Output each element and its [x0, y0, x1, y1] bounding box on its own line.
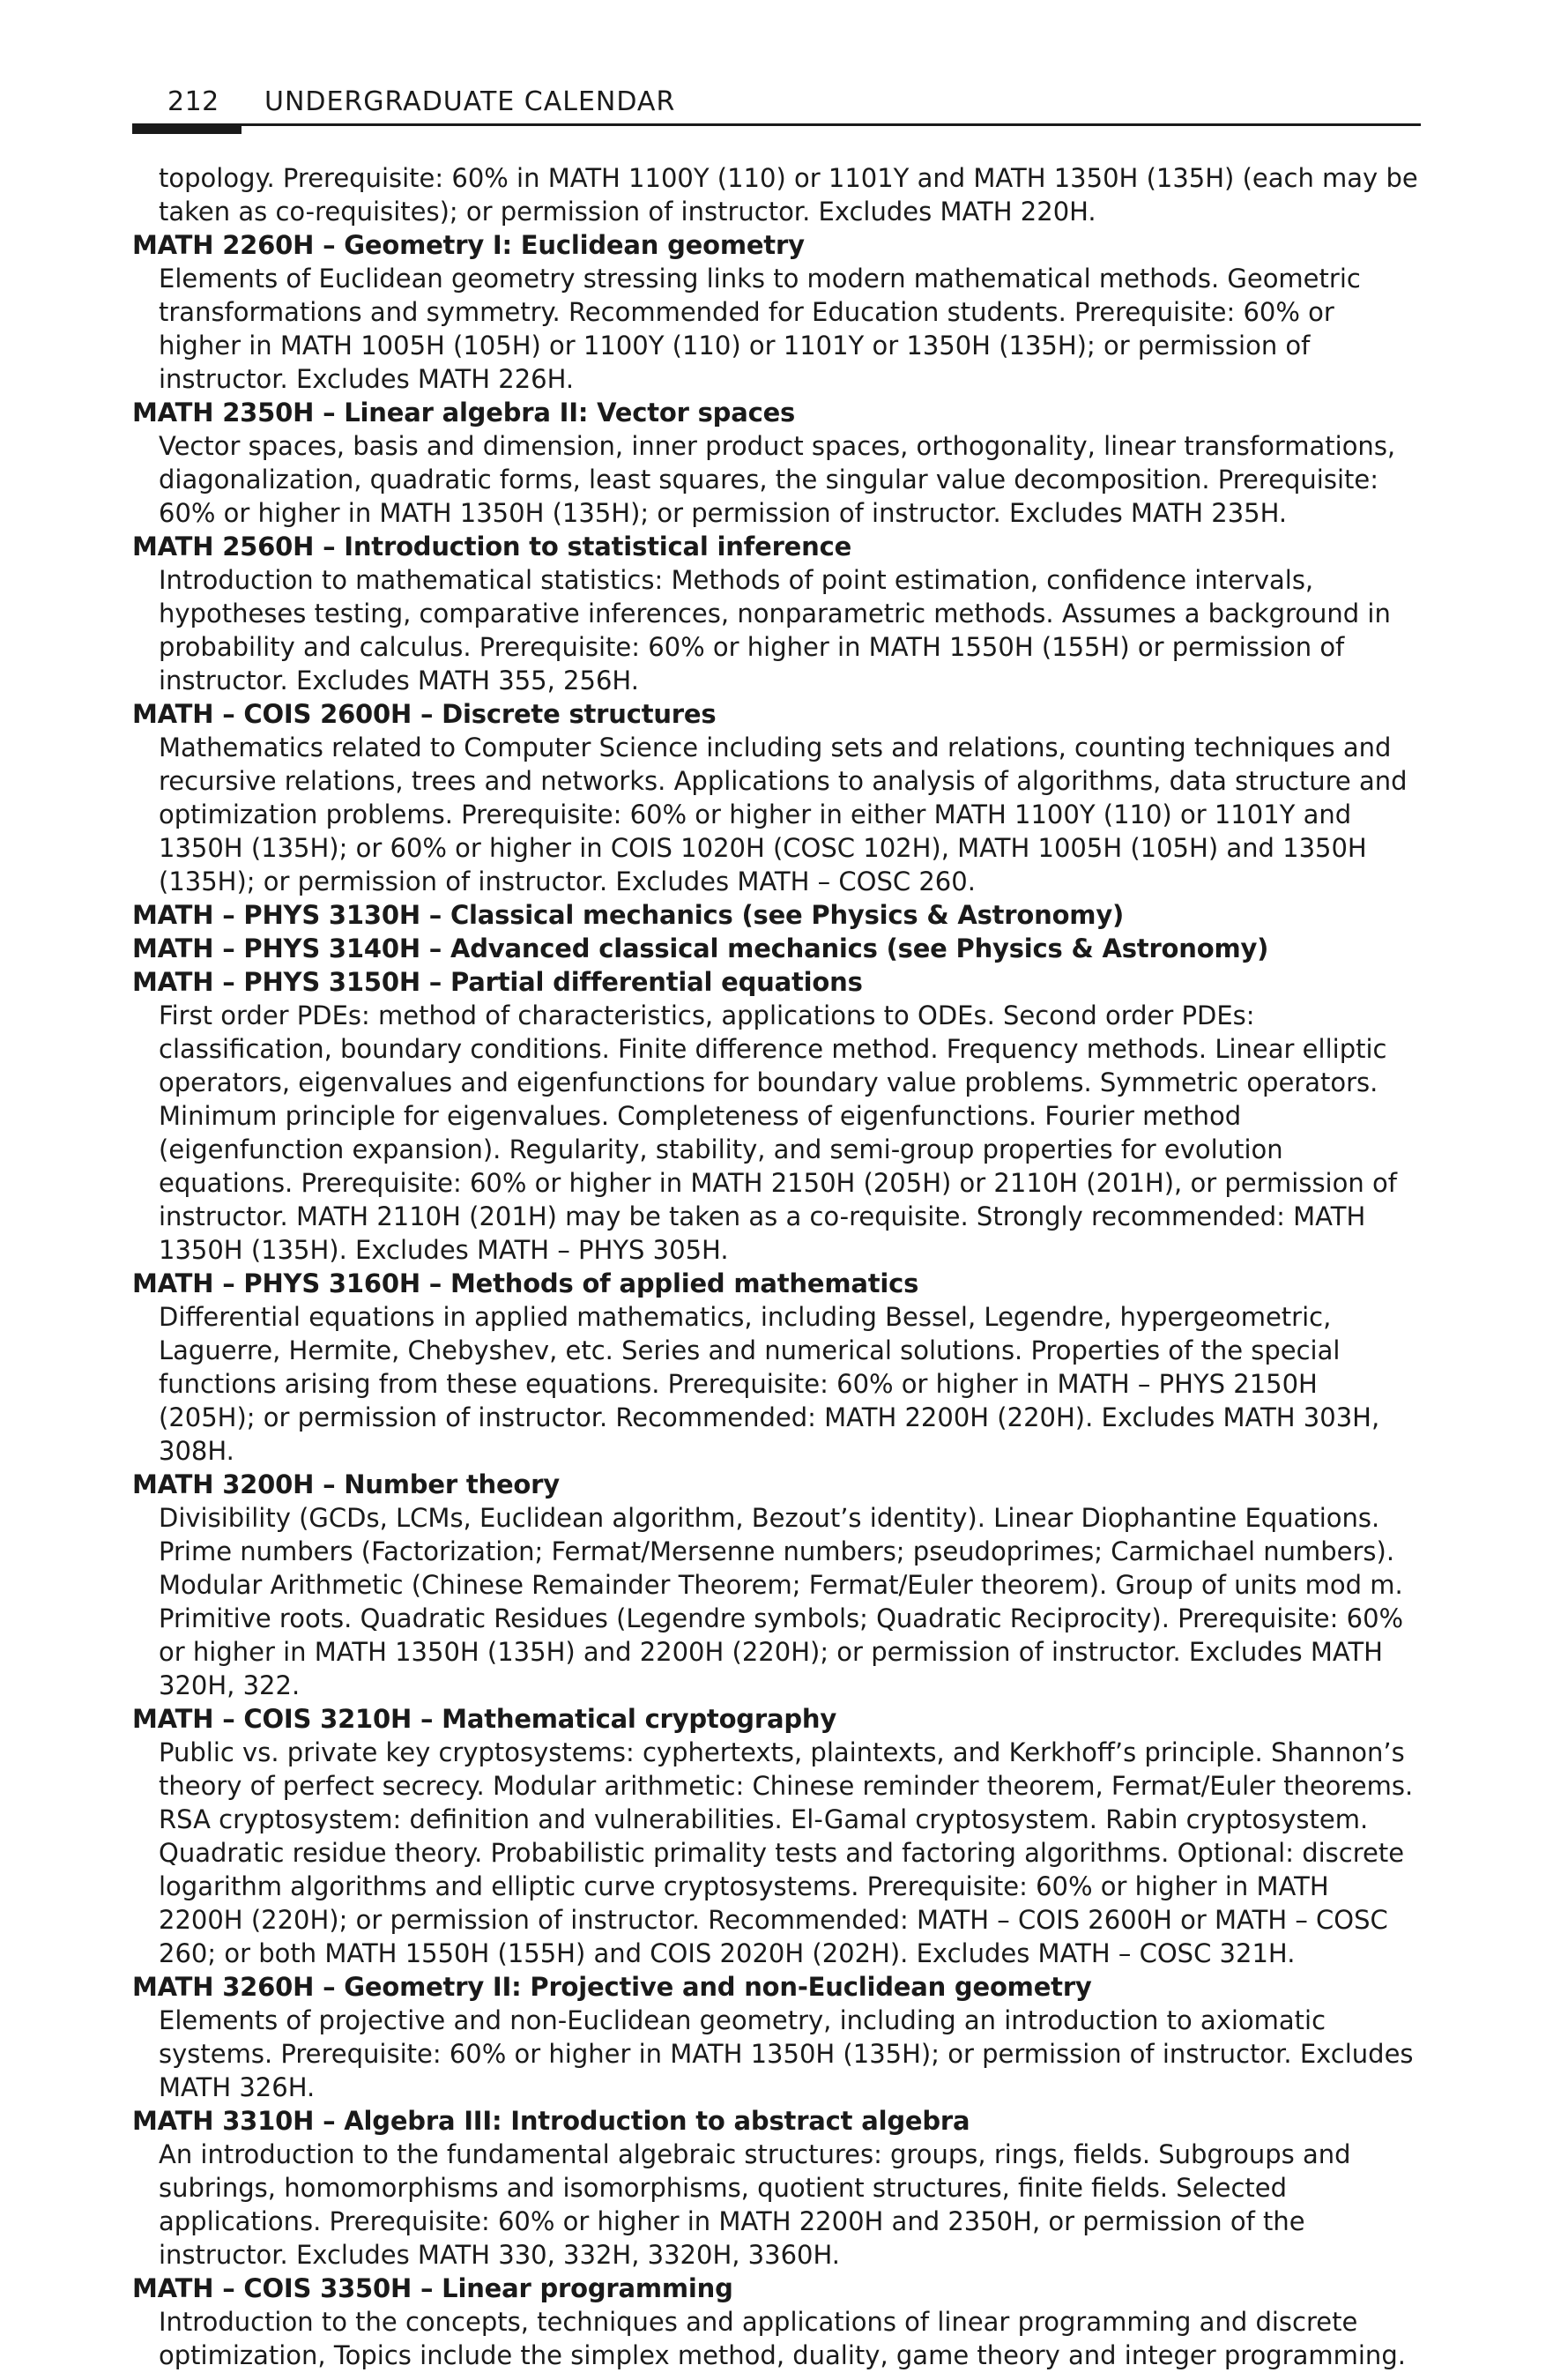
course-description: Elements of Euclidean geometry stressing links to modern mathematical methods. Geometric transformations and symmetry. Recommended for Education students. Prerequisite: 60% or higher in MATH 1005H (105H) or 1100Y (110) or 1101Y or 1350H (135H); or permission of instructor. Excludes MATH 226H. [159, 264, 1361, 394]
course-entry [132, 1468, 1419, 1702]
course-description: Public vs. private key cryptosystems: cyphertexts, plaintexts, and Kerkhoff’s principle. Shannon’s theory of perfect secrecy. Modular arithmetic: Chinese reminder theorem, Fermat/Euler theorems. RSA cryptosystem: definition and vulnerabilities. El-Gamal cryptosystem. Rabin cryptosystem. Quadratic residue theory. Probabilistic primality tests and factoring algorithms. Optional: discrete logarithm algorithms and elliptic curve cryptosystems. Prerequisite: 60% or higher in MATH 2200H (220H); or permission of instructor. Recommended: MATH – COIS 2600H or MATH – COSC 260; or both MATH 1550H (155H) and COIS 2020H (202H). Excludes MATH – COSC 321H. [159, 1737, 1414, 1968]
course-description: Differential equations in applied mathematics, including Bessel, Legendre, hypergeometric, Laguerre, Hermite, Chebyshev, etc. Series and numerical solutions. Properties of the special functions arising from these equations. Prerequisite: 60% or higher in MATH – PHYS 2150H (205H); or permission of instructor. Recommended: MATH 2200H (220H). Excludes MATH 303H, 308H. [159, 1302, 1380, 1466]
course-title: MATH – PHYS 3160H – Methods of applied mathematics [132, 1268, 919, 1298]
course-entry [132, 697, 1419, 898]
course-title: MATH 3200H – Number theory [132, 1469, 560, 1499]
course-description: Elements of projective and non-Euclidean geometry, including an introduction to axiomatic systems. Prerequisite: 60% or higher in MATH 1350H (135H); or permission of instructor. Excludes MATH 326H. [159, 2005, 1414, 2102]
course-title: MATH 2350H – Linear algebra II: Vector spaces [132, 398, 796, 428]
running-head: UNDERGRADUATE CALENDAR [264, 86, 676, 117]
course-title: MATH – COIS 3210H – Mathematical cryptography [132, 1704, 837, 1734]
page-number: 212 [167, 86, 219, 117]
header-rule-accent [132, 123, 241, 134]
course-entry [132, 2104, 1419, 2272]
course-entry [132, 228, 1419, 396]
course-description: An introduction to the fundamental algebraic structures: groups, rings, fields. Subgroups and subrings, homomorphisms and isomorphisms, quotient structures, finite fields. Selected applications. Prerequisite: 60% or higher in MATH 2200H and 2350H, or permission of the instructor. Excludes MATH 330, 332H, 3320H, 3360H. [159, 2139, 1351, 2270]
course-listing [132, 161, 1419, 2372]
course-description: First order PDEs: method of characteristics, applications to ODEs. Second order PDEs: classification, boundary conditions. Finite difference method. Frequency methods. Linear elliptic operators, eigenvalues and eigenfunctions for boundary value problems. Symmetric operators. Minimum principle for eigenvalues. Completeness of eigenfunctions. Fourier method (eigenfunction expansion). Regularity, stability, and semi-group properties for evolution equations. Prerequisite: 60% or higher in MATH 2150H (205H) or 2110H (201H), or permission of instructor. MATH 2110H (201H) may be taken as a co-requisite. Strongly recommended: MATH 1350H (135H). Excludes MATH – PHYS 305H. [159, 1000, 1397, 1265]
course-title: MATH 3310H – Algebra III: Introduction to abstract algebra [132, 2106, 970, 2136]
continuation-paragraph: topology. Prerequisite: 60% in MATH 1100Y (110) or 1101Y and MATH 1350H (135H) (each may be taken as co-requisites); or permission of instructor. Excludes MATH 220H. [159, 163, 1418, 227]
course-entry [132, 898, 1419, 932]
course-entry [132, 2272, 1419, 2372]
course-title: MATH – COIS 3350H – Linear programming [132, 2273, 733, 2303]
course-description: Mathematics related to Computer Science including sets and relations, counting techniques and recursive relations, trees and networks. Applications to analysis of algorithms, data structure and optimization problems. Prerequisite: 60% or higher in either MATH 1100Y (110) or 1101Y and 1350H (135H); or 60% or higher in COIS 1020H (COSC 102H), MATH 1005H (105H) and 1350H (135H); or permission of instructor. Excludes MATH – COSC 260. [159, 733, 1408, 896]
course-title: MATH – PHYS 3130H – Classical mechanics (see Physics & Astronomy) [132, 900, 1125, 930]
course-title: MATH 2260H – Geometry I: Euclidean geometry [132, 230, 805, 260]
course-description: Vector spaces, basis and dimension, inner product spaces, orthogonality, linear transformations, diagonalization, quadratic forms, least squares, the singular value decomposition. Prerequisite: 60% or higher in MATH 1350H (135H); or permission of instructor. Excludes MATH 235H. [159, 431, 1396, 528]
course-title: MATH – COIS 2600H – Discrete structures [132, 699, 717, 729]
course-entry [132, 965, 1419, 1267]
course-entry [132, 1267, 1419, 1468]
course-description: Introduction to mathematical statistics: Methods of point estimation, confidence intervals, hypotheses testing, comparative inferences, nonparametric methods. Assumes a background in probability and calculus. Prerequisite: 60% or higher in MATH 1550H (155H) or permission of instructor. Excludes MATH 355, 256H. [159, 565, 1391, 695]
course-entry [132, 932, 1419, 965]
course-description: Introduction to the concepts, techniques and applications of linear programming and discrete optimization, Topics include the simplex method, duality, game theory and integer programming. [159, 2307, 1406, 2370]
course-entry [132, 396, 1419, 530]
course-entry [132, 1702, 1419, 1970]
course-title: MATH – PHYS 3140H – Advanced classical mechanics (see Physics & Astronomy) [132, 933, 1269, 963]
course-entry [132, 530, 1419, 697]
course-description: Divisibility (GCDs, LCMs, Euclidean algorithm, Bezout’s identity). Linear Diophantine Equations. Prime numbers (Factorization; Fermat/Mersenne numbers; pseudoprimes; Carmichael numbers). Modular Arithmetic (Chinese Remainder Theorem; Fermat/Euler theorem). Group of units mod m. Primitive roots. Quadratic Residues (Legendre symbols; Quadratic Reciprocity). Prerequisite: 60% or higher in MATH 1350H (135H) and 2200H (220H); or permission of instructor. Excludes MATH 320H, 322. [159, 1503, 1404, 1700]
page-header [132, 85, 1421, 126]
course-title: MATH – PHYS 3150H – Partial differential equations [132, 967, 863, 997]
course-title: MATH 3260H – Geometry II: Projective and non-Euclidean geometry [132, 1972, 1092, 2002]
course-title: MATH 2560H – Introduction to statistical inference [132, 532, 852, 562]
course-entry [132, 1970, 1419, 2104]
